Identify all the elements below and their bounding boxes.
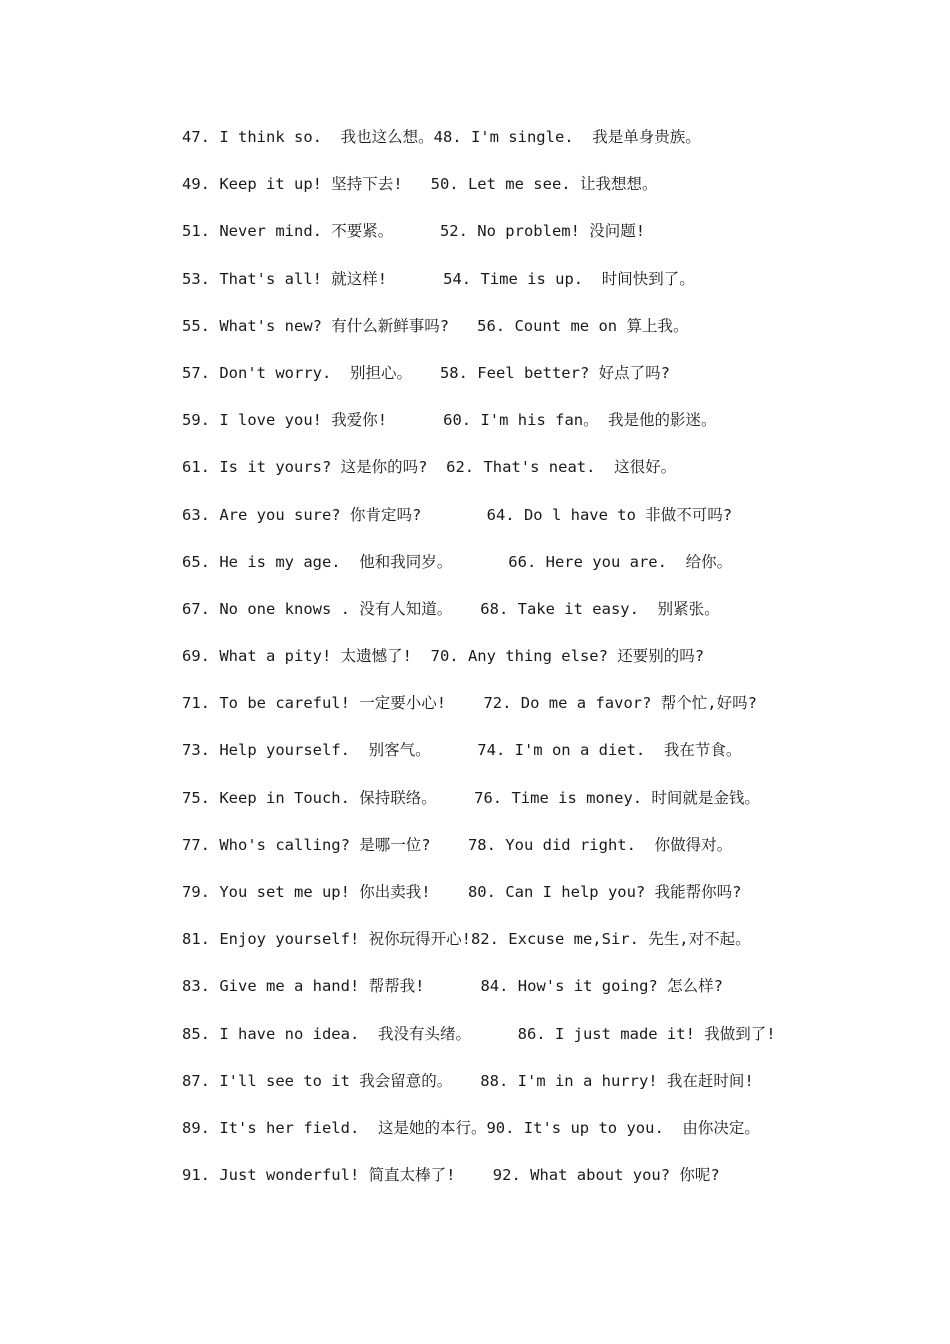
- phrase-line: 49. Keep it up! 坚持下去! 50. Let me see. 让我想想。: [182, 175, 658, 194]
- phrase-line: 75. Keep in Touch. 保持联络。 76. Time is money. 时间就是金钱。: [182, 788, 760, 807]
- phrase-line: 89. It's her field. 这是她的本行。90. It's up to you. 由你决定。: [182, 1118, 760, 1137]
- phrase-line: 81. Enjoy yourself! 祝你玩得开心!82. Excuse me,Sir. 先生,对不起。: [182, 930, 751, 949]
- phrase-line: 61. Is it yours? 这是你的吗? 62. That's neat. 这很好。: [182, 458, 677, 477]
- phrase-line: 67. No one knows . 没有人知道。 68. Take it easy. 别紧张。: [182, 599, 720, 618]
- phrase-line: 63. Are you sure? 你肯定吗? 64. Do l have to 非做不可吗?: [182, 505, 733, 524]
- phrase-line: 87. I'll see to it 我会留意的。 88. I'm in a hurry! 我在赶时间!: [182, 1071, 754, 1090]
- phrase-line: 91. Just wonderful! 简直太棒了! 92. What about you? 你呢?: [182, 1166, 720, 1185]
- phrase-list: [182, 125, 822, 1210]
- phrase-line: 73. Help yourself. 别客气。 74. I'm on a diet. 我在节食。: [182, 741, 742, 760]
- phrase-line: 59. I love you! 我爱你! 60. I'm his fan。 我是他的影迷。: [182, 411, 717, 430]
- phrase-line: 69. What a pity! 太遗憾了! 70. Any thing else? 还要别的吗?: [182, 647, 705, 666]
- phrase-line: 71. To be careful! 一定要小心! 72. Do me a favor? 帮个忙,好吗?: [182, 694, 757, 713]
- phrase-line: 77. Who's calling? 是哪一位? 78. You did right. 你做得对。: [182, 835, 733, 854]
- phrase-line: 55. What's new? 有什么新鲜事吗? 56. Count me on 算上我。: [182, 316, 689, 335]
- phrase-line: 79. You set me up! 你出卖我! 80. Can I help you? 我能帮你吗?: [182, 883, 742, 901]
- phrase-line: 83. Give me a hand! 帮帮我! 84. How's it going? 怎么样?: [182, 977, 723, 996]
- phrase-line: 47. I think so. 我也这么想。48. I'm single. 我是单身贵族。: [182, 128, 701, 146]
- phrase-line: 51. Never mind. 不要紧。 52. No problem! 没问题!: [182, 222, 646, 241]
- phrase-line: 53. That's all! 就这样! 54. Time is up. 时间快到了。: [182, 269, 695, 288]
- phrase-line: 65. He is my age. 他和我同岁。 66. Here you are. 给你。: [182, 552, 733, 571]
- phrase-line: 85. I have no idea. 我没有头绪。 86. I just made it! 我做到了!: [182, 1024, 776, 1043]
- phrase-line: 57. Don't worry. 别担心。 58. Feel better? 好点了吗?: [182, 363, 670, 382]
